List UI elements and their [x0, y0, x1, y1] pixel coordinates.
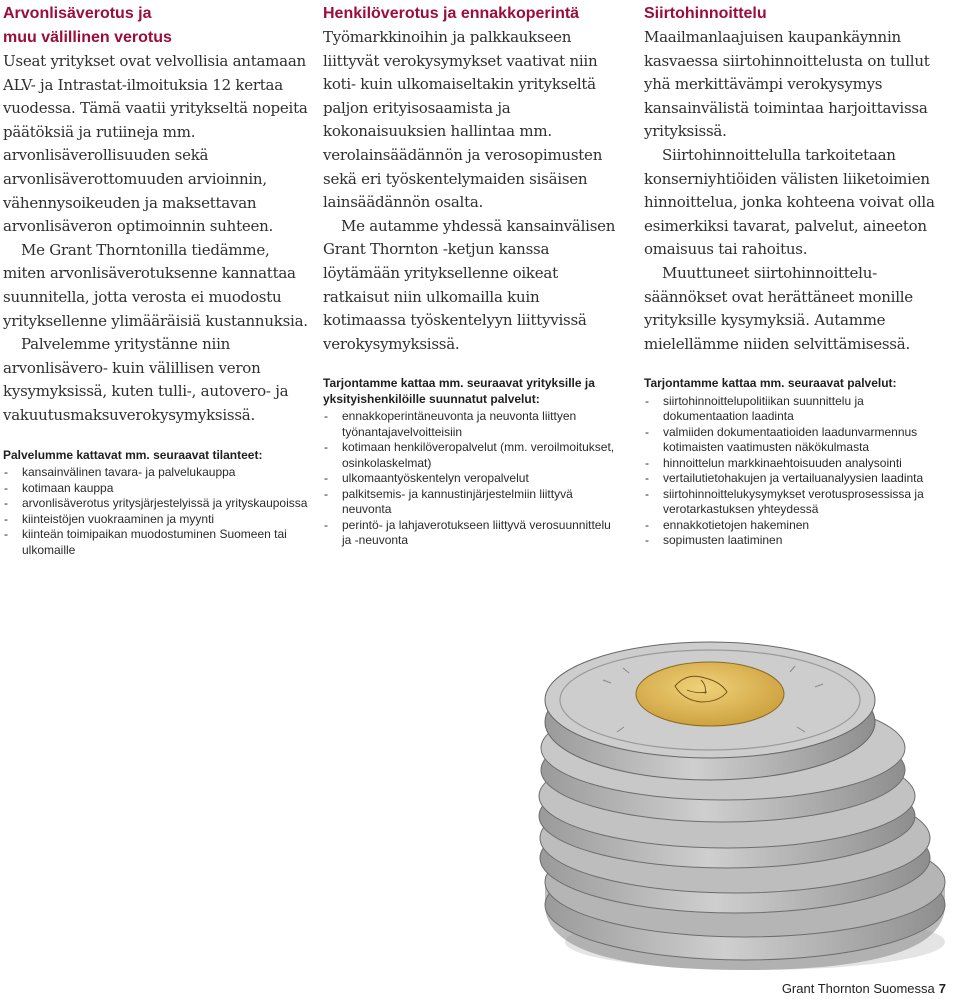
page-footer — [782, 981, 946, 996]
services-list-title: Palvelumme kattavat mm. seuraavat tilanteet: — [3, 447, 263, 462]
paragraph: Työmarkkinoihin ja palkkaukseen liittyvät verokysymykset vaativat niin koti- kuin ulkomaiseltakin yritykseltä paljon erityisosaamista ja kokonaisuuksien hallintaa mm. verolainsäädännön ja verosopimusten sekä eri työskentelymaiden sisäisen lainsäädännön osalta. — [323, 28, 603, 212]
services-list — [644, 394, 944, 549]
column-personal-tax — [323, 2, 623, 549]
services-list — [323, 409, 623, 549]
paragraph: Me Grant Thorntonilla tiedämme, miten arvonlisäverotuksenne kannattaa suunnitella, jotta verosta ei muodostu yrityksellenne ylimääräisiä kustannuksia. — [3, 240, 308, 330]
paragraph: Muuttuneet siirtohinnoittelu-säännökset ovat herättäneet monille yrityksille kysymyksiä. Autamme mielellämme niiden selvittämisessä. — [644, 263, 913, 353]
list-item: - vertailutietohakujen ja vertailuanalyysien laadinta — [644, 471, 944, 487]
list-item: - kotimaan kauppa — [3, 481, 308, 497]
section-heading-personal-tax: Henkilöverotus ja ennakkoperintä — [323, 5, 580, 22]
list-item: - ennakkoperintäneuvonta ja neuvonta liittyen työnantajavelvoitteisiin — [323, 409, 623, 440]
services-list-title: Tarjontamme kattaa mm. seuraavat yrityksille ja yksityishenkilöille suunnatut palvelut: — [323, 376, 595, 406]
list-item: - palkitsemis- ja kannustinjärjestelmiin liittyvä neuvonta — [323, 487, 623, 518]
paragraph: Useat yritykset ovat velvollisia antamaan ALV- ja Intrastat-ilmoituksia 12 kertaa vuodessa. Tämä vaatii yritykseltä nopeita päätöksiä ja rutiineja mm. arvonlisäverollisuuden sekä arvonlisäverottomuuden arvioinnin, vähennysoikeuden ja maksettavan arvonlisäveron optimoinnin suhteen. — [3, 52, 308, 236]
section-heading-transfer-pricing: Siirtohinnoittelu — [644, 5, 767, 22]
footer-text: Grant Thornton Suomessa — [781, 981, 935, 996]
list-item: - sopimusten laatiminen — [644, 533, 944, 549]
coin-stack-illustration — [505, 620, 960, 980]
list-item: - arvonlisäverotus yritysjärjestelyissä ja yrityskaupoissa — [3, 496, 308, 512]
services-list — [3, 465, 308, 558]
section-heading-vat — [3, 2, 308, 50]
list-item: - valmiiden dokumentaatioiden laadunvarmennus kotimaisten vaatimusten näkökulmasta — [644, 425, 944, 456]
paragraph: Me autamme yhdessä kansainvälisen Grant Thornton -ketjun kanssa löytämään yrityksellenne oikeat ratkaisut niin ulkomailla kuin kotimaassa työskentelyyn liittyvissä verokysymyksissä. — [323, 216, 616, 353]
paragraph: Maailmanlaajuisen kaupankäynnin kasvaessa siirtohinnoittelusta on tullut yhä merkittävämpi verokysymys kansainvälistä toimintaa harjoittavissa yrityksissä. — [644, 28, 930, 141]
list-item: - ulkomaantyöskentelyn veropalvelut — [323, 471, 623, 487]
list-item: - siirtohinnoittelukysymykset verotusprosessissa ja verotarkastuksen yhteydessä — [644, 487, 944, 518]
heading-line-2: muu välillinen verotus — [3, 29, 172, 46]
page-number: 7 — [938, 981, 946, 996]
services-list-title: Tarjontamme kattaa mm. seuraavat palvelut: — [644, 376, 897, 391]
list-item: - kiinteän toimipaikan muodostuminen Suomeen tai ulkomaille — [3, 527, 308, 558]
list-item: - siirtohinnoittelupolitiikan suunnittelu ja dokumentaation laadinta — [644, 394, 944, 425]
list-item: - hinnoittelun markkinaehtoisuuden analysointi — [644, 456, 944, 472]
list-item: - kotimaan henkilöveropalvelut (mm. veroilmoitukset, osinkolaskelmat) — [323, 440, 623, 471]
section-body — [644, 26, 944, 356]
list-item: - ennakkotietojen hakeminen — [644, 518, 944, 534]
heading-line-1: Arvonlisäverotus ja — [3, 5, 152, 22]
list-item: - kiinteistöjen vuokraaminen ja myynti — [3, 512, 308, 528]
list-item: - perintö- ja lahjaverotukseen liittyvä verosuunnittelu ja -neuvonta — [323, 518, 623, 549]
paragraph: Palvelemme yritystänne niin arvonlisävero- kuin välillisen veron kysymyksissä, kuten tulli-, autovero- ja vakuutusmaksuverokysymyksissä. — [3, 335, 289, 424]
column-transfer-pricing — [644, 2, 944, 549]
column-vat — [3, 2, 308, 558]
section-body — [323, 26, 623, 356]
list-item: - kansainvälinen tavara- ja palvelukauppa — [3, 465, 308, 481]
section-body — [3, 50, 308, 428]
paragraph: Siirtohinnoittelulla tarkoitetaan konserniyhtiöiden välisten liiketoimien hinnoittelua, jonka kohteena voivat olla esimerkiksi tavarat, palvelut, aineeton omaisuus tai rahoitus. — [644, 145, 935, 259]
